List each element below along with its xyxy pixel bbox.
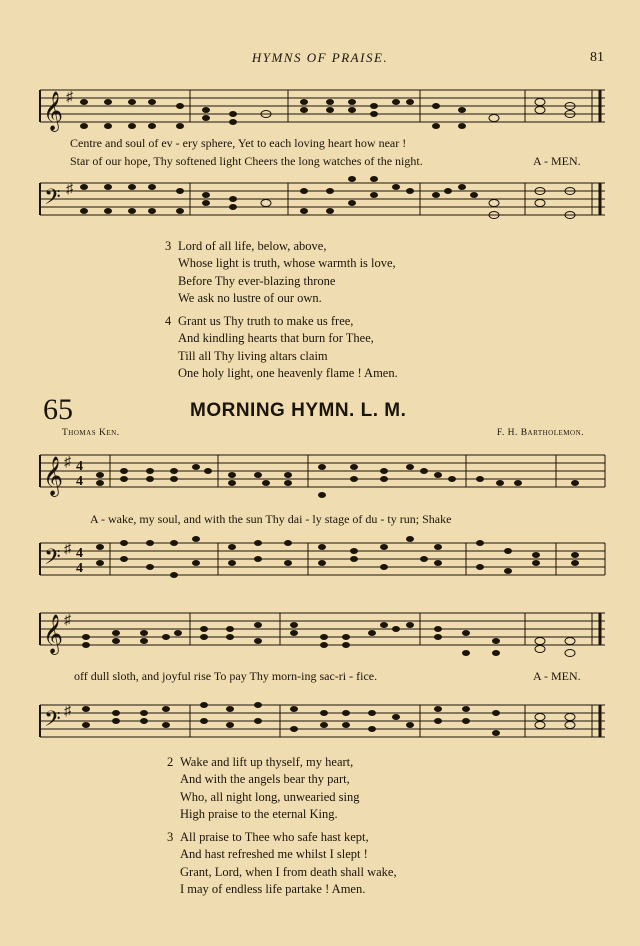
notehead — [96, 544, 104, 550]
notehead — [140, 638, 148, 644]
notehead — [128, 123, 136, 129]
notehead — [434, 626, 442, 632]
notehead — [112, 630, 120, 636]
notehead — [434, 634, 442, 640]
notehead — [535, 714, 545, 721]
verse-line: Lord of all life, below, above, — [178, 239, 327, 253]
notehead — [565, 638, 575, 645]
notehead — [476, 540, 484, 546]
notehead — [434, 560, 442, 566]
notehead — [80, 123, 88, 129]
notehead — [462, 650, 470, 656]
notehead — [202, 115, 210, 121]
notehead — [170, 476, 178, 482]
notehead — [380, 564, 388, 570]
notehead — [128, 184, 136, 190]
verse-number: 3 — [167, 830, 174, 845]
notehead — [432, 192, 440, 198]
verse-line: We ask no lustre of our own. — [178, 290, 322, 305]
notehead — [128, 99, 136, 105]
notehead — [392, 99, 400, 105]
notehead — [104, 208, 112, 214]
svg-text:𝄞: 𝄞 — [43, 458, 64, 495]
notehead — [254, 556, 262, 562]
notehead — [202, 200, 210, 206]
notehead — [140, 630, 148, 636]
verse-line: Grant us Thy truth to make us free, — [178, 314, 354, 329]
svg-text:♯: ♯ — [64, 455, 71, 470]
notehead — [290, 630, 298, 636]
notehead — [318, 544, 326, 550]
notehead — [571, 480, 579, 486]
notehead — [254, 472, 262, 478]
notehead — [370, 111, 378, 117]
notehead — [82, 722, 90, 728]
notehead — [120, 476, 128, 482]
notehead — [434, 718, 442, 724]
notehead — [104, 184, 112, 190]
notehead — [492, 650, 500, 656]
page-number: 81 — [590, 50, 604, 65]
notehead — [406, 188, 414, 194]
notehead — [392, 626, 400, 632]
notehead — [104, 99, 112, 105]
notehead — [492, 710, 500, 716]
notehead — [148, 208, 156, 214]
notehead — [82, 634, 90, 640]
notehead — [432, 123, 440, 129]
notehead — [300, 107, 308, 113]
notehead — [350, 476, 358, 482]
svg-text:𝄢: 𝄢 — [44, 185, 61, 214]
treble-staff-hymn65-system2 — [0, 603, 640, 673]
notehead — [462, 706, 470, 712]
notehead — [204, 468, 212, 474]
verse-line: One holy light, one heavenly flame ! Amen. — [178, 366, 398, 381]
notehead — [326, 208, 334, 214]
bass-staff-hymn64 — [0, 175, 640, 235]
notehead — [226, 706, 234, 712]
notehead — [320, 710, 328, 716]
notehead — [320, 642, 328, 648]
notehead — [200, 634, 208, 640]
notehead — [284, 560, 292, 566]
notehead — [300, 208, 308, 214]
notehead — [128, 208, 136, 214]
verse-line: Grant, Lord, when I from death shall wake, — [180, 864, 397, 879]
notehead — [504, 548, 512, 554]
notehead — [434, 706, 442, 712]
verse-line: Who, all night long, unwearied sing — [180, 789, 360, 804]
notehead — [342, 634, 350, 640]
notehead — [420, 468, 428, 474]
notehead — [96, 472, 104, 478]
notehead — [254, 718, 262, 724]
notehead — [318, 464, 326, 470]
verse — [167, 829, 397, 898]
notehead — [176, 188, 184, 194]
notehead — [228, 472, 236, 478]
notehead — [392, 714, 400, 720]
notehead — [192, 560, 200, 566]
notehead — [146, 564, 154, 570]
notehead — [368, 726, 376, 732]
notehead — [170, 540, 178, 546]
verse-number: 3 — [165, 239, 172, 253]
notehead — [162, 722, 170, 728]
notehead — [535, 722, 545, 729]
notehead — [120, 540, 128, 546]
notehead — [470, 192, 478, 198]
notehead — [80, 99, 88, 105]
notehead — [406, 622, 414, 628]
notehead — [476, 564, 484, 570]
notehead — [458, 123, 466, 129]
notehead — [228, 544, 236, 550]
notehead — [350, 464, 358, 470]
notehead — [226, 626, 234, 632]
notehead — [342, 642, 350, 648]
notehead — [254, 638, 262, 644]
notehead — [80, 208, 88, 214]
notehead — [458, 107, 466, 113]
notehead — [326, 99, 334, 105]
verse — [165, 313, 398, 382]
notehead — [254, 540, 262, 546]
hymn64-lyrics-line1: Centre and soul of ev - ery sphere, Yet to each loving heart how near ! — [70, 136, 407, 150]
notehead — [504, 568, 512, 574]
notehead — [229, 204, 237, 210]
notehead — [370, 103, 378, 109]
notehead — [462, 718, 470, 724]
hymn64-verses — [165, 238, 398, 382]
notehead — [96, 480, 104, 486]
notehead — [326, 107, 334, 113]
notehead — [192, 536, 200, 542]
notehead — [284, 472, 292, 478]
notehead — [348, 176, 356, 182]
verse-number: 2 — [167, 755, 174, 769]
notehead — [290, 622, 298, 628]
hymn-number: 65 — [43, 393, 73, 426]
notehead — [146, 540, 154, 546]
hymn65-amen: A - MEN. — [533, 669, 581, 683]
notehead — [170, 572, 178, 578]
notehead — [200, 702, 208, 708]
verse-line: Till all Thy living altars claim — [178, 348, 328, 363]
svg-text:♯: ♯ — [66, 90, 73, 105]
svg-text:4: 4 — [76, 474, 83, 489]
notehead — [120, 468, 128, 474]
notehead — [146, 476, 154, 482]
notehead — [174, 630, 182, 636]
notehead — [176, 123, 184, 129]
notehead — [406, 464, 414, 470]
notehead — [254, 702, 262, 708]
notehead — [162, 634, 170, 640]
svg-text:♯: ♯ — [64, 542, 71, 557]
notehead — [176, 103, 184, 109]
verse-line: And hast refreshed me whilst I slept ! — [180, 847, 368, 862]
verse — [165, 238, 398, 307]
notehead — [370, 176, 378, 182]
svg-text:♯: ♯ — [64, 704, 71, 719]
notehead — [200, 718, 208, 724]
notehead — [535, 107, 545, 114]
notehead — [148, 123, 156, 129]
hymn65-lyrics-system1: A - wake, my soul, and with the sun Thy dai - ly stage of du - ty run; Shake — [90, 512, 452, 526]
notehead — [380, 622, 388, 628]
notehead — [565, 722, 575, 729]
notehead — [262, 480, 270, 486]
notehead — [120, 556, 128, 562]
notehead — [202, 192, 210, 198]
notehead — [350, 548, 358, 554]
notehead — [406, 99, 414, 105]
notehead — [202, 107, 210, 113]
notehead — [80, 184, 88, 190]
notehead — [228, 560, 236, 566]
notehead — [348, 99, 356, 105]
verse-line: And with the angels bear thy part, — [180, 772, 350, 787]
notehead — [448, 476, 456, 482]
notehead — [261, 200, 271, 207]
notehead — [535, 646, 545, 653]
notehead — [112, 638, 120, 644]
notehead — [192, 464, 200, 470]
svg-text:𝄢: 𝄢 — [44, 545, 61, 574]
notehead — [82, 642, 90, 648]
notehead — [104, 123, 112, 129]
notehead — [290, 706, 298, 712]
notehead — [535, 638, 545, 645]
notehead — [148, 99, 156, 105]
notehead — [535, 200, 545, 207]
notehead — [380, 476, 388, 482]
svg-text:♯: ♯ — [66, 182, 73, 197]
hymn65-lyrics-system2: off dull sloth, and joyful rise To pay Thy morn-ing sac-ri - fice. — [74, 669, 378, 683]
notehead — [432, 103, 440, 109]
notehead — [535, 99, 545, 106]
verse — [167, 754, 397, 823]
svg-text:4: 4 — [76, 546, 83, 561]
music-credit: F. H. Bartholemon. — [496, 428, 584, 438]
notehead — [489, 200, 499, 207]
notehead — [229, 119, 237, 125]
notehead — [290, 726, 298, 732]
notehead — [392, 184, 400, 190]
notehead — [496, 480, 504, 486]
verse-line: Before Thy ever-blazing throne — [178, 273, 336, 288]
notehead — [489, 115, 499, 122]
notehead — [350, 556, 358, 562]
svg-text:𝄞: 𝄞 — [43, 91, 64, 131]
notehead — [300, 99, 308, 105]
notehead — [532, 560, 540, 566]
words-credit: Thomas Ken. — [62, 428, 120, 438]
verse-line: High praise to the eternal King. — [180, 806, 338, 821]
notehead — [514, 480, 522, 486]
notehead — [476, 476, 484, 482]
notehead — [342, 722, 350, 728]
notehead — [342, 710, 350, 716]
notehead — [368, 710, 376, 716]
notehead — [368, 630, 376, 636]
notehead — [148, 184, 156, 190]
notehead — [420, 556, 428, 562]
notehead — [300, 188, 308, 194]
bass-staff-hymn65-system2 — [0, 697, 640, 752]
notehead — [444, 188, 452, 194]
verse-line: All praise to Thee who safe hast kept, — [180, 830, 369, 845]
notehead — [226, 722, 234, 728]
hymn64-amen: A - MEN. — [533, 154, 581, 168]
notehead — [492, 730, 500, 736]
svg-text:𝄞: 𝄞 — [43, 616, 64, 653]
notehead — [434, 472, 442, 478]
verse-line: And kindling hearts that burn for Thee, — [178, 331, 374, 346]
svg-text:4: 4 — [76, 561, 83, 576]
notehead — [348, 200, 356, 206]
notehead — [370, 192, 378, 198]
svg-text:𝄢: 𝄢 — [44, 707, 61, 736]
notehead — [532, 552, 540, 558]
svg-text:♯: ♯ — [64, 613, 71, 628]
notehead — [462, 630, 470, 636]
notehead — [565, 650, 575, 657]
notehead — [318, 560, 326, 566]
notehead — [226, 634, 234, 640]
notehead — [146, 468, 154, 474]
notehead — [406, 722, 414, 728]
notehead — [380, 544, 388, 550]
notehead — [284, 480, 292, 486]
notehead — [96, 560, 104, 566]
notehead — [170, 468, 178, 474]
notehead — [348, 107, 356, 113]
notehead — [380, 468, 388, 474]
notehead — [318, 492, 326, 498]
notehead — [82, 706, 90, 712]
verse-line: I may of endless life partake ! Amen. — [180, 882, 366, 897]
notehead — [229, 196, 237, 202]
notehead — [565, 714, 575, 721]
notehead — [229, 111, 237, 117]
notehead — [284, 540, 292, 546]
notehead — [228, 480, 236, 486]
verse-line: Wake and lift up thyself, my heart, — [180, 755, 354, 769]
notehead — [571, 560, 579, 566]
notehead — [254, 622, 262, 628]
notehead — [112, 710, 120, 716]
svg-text:4: 4 — [76, 459, 83, 474]
notehead — [320, 722, 328, 728]
hymn-title: MORNING HYMN. L. M. — [190, 400, 407, 421]
bass-staff-hymn65-system1 — [0, 535, 640, 590]
treble-staff-hymn65-system1 — [0, 445, 640, 515]
notehead — [140, 718, 148, 724]
hymn64-lyrics-line2: Star of our hope, Thy softened light Cheers the long watches of the night. — [70, 154, 423, 168]
notehead — [571, 552, 579, 558]
notehead — [406, 536, 414, 542]
running-title: HYMNS OF PRAISE. — [251, 50, 389, 65]
notehead — [326, 188, 334, 194]
notehead — [162, 706, 170, 712]
notehead — [140, 710, 148, 716]
notehead — [112, 718, 120, 724]
notehead — [434, 544, 442, 550]
notehead — [200, 626, 208, 632]
verse-number: 4 — [165, 314, 172, 329]
notehead — [492, 638, 500, 644]
verse-line: Whose light is truth, whose warmth is love, — [178, 256, 396, 271]
notehead — [320, 634, 328, 640]
notehead — [458, 184, 466, 190]
notehead — [176, 208, 184, 214]
hymn65-verses — [167, 754, 397, 898]
